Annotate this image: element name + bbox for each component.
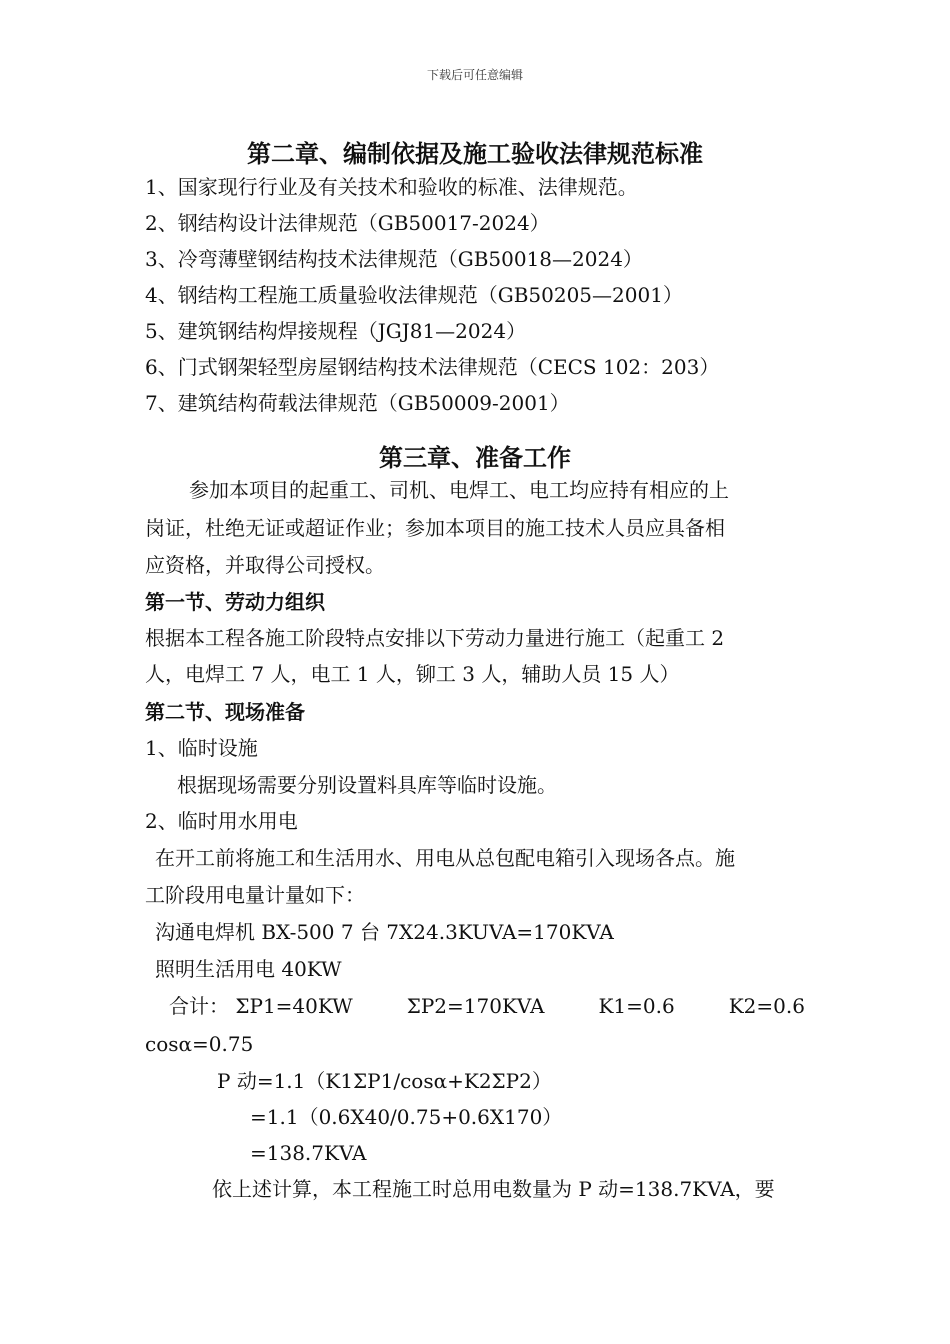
subsection-title: 2、临时用水用电 — [145, 809, 298, 833]
list-item: 6、门式钢架轻型房屋钢结构技术法律规范（CECS 102：203） — [145, 355, 720, 379]
list-item: 5、建筑钢结构焊接规程（JGJ81—2024） — [145, 319, 527, 343]
list-item: 1、国家现行行业及有关技术和验收的标准、法律规范。 — [145, 175, 638, 199]
formula-line: =1.1（0.6X40/0.75+0.6X170） — [250, 1105, 563, 1129]
chapter3-title: 第三章、准备工作 — [379, 443, 571, 472]
lighting-line: 照明生活用电 40KW — [155, 957, 342, 981]
intro-line: 岗证，杜绝无证或超证作业；参加本项目的施工技术人员应具备相 — [145, 516, 725, 540]
subsection-text: 根据现场需要分别设置料具库等临时设施。 — [177, 773, 557, 797]
power-line: 在开工前将施工和生活用水、用电从总包配电箱引入现场各点。施 — [155, 846, 735, 870]
formula-line: P 动=1.1（K1ΣP1/cosα+K2ΣP2） — [217, 1069, 552, 1093]
total-part: K2=0.6 — [728, 994, 805, 1018]
list-item: 7、建筑结构荷载法律规范（GB50009-2001） — [145, 391, 570, 415]
list-item: 2、钢结构设计法律规范（GB50017-2024） — [145, 211, 550, 235]
welder-line: 沟通电焊机 BX-500 7 台 7X24.3KUVA=170KVA — [155, 920, 614, 944]
list-item: 3、冷弯薄壁钢结构技术法律规范（GB50018—2024） — [145, 247, 643, 271]
list-item: 4、钢结构工程施工质量验收法律规范（GB50205—2001） — [145, 283, 683, 307]
section1-title: 第一节、劳动力组织 — [145, 590, 325, 614]
power-line: 工阶段用电量计量如下： — [145, 883, 365, 907]
labor-line: 人，电焊工 7 人，电工 1 人，铆工 3 人，辅助人员 15 人） — [145, 662, 680, 686]
chapter2-title: 第二章、编制依据及施工验收法律规范标准 — [247, 139, 703, 168]
total-part: ΣP2=170KVA — [406, 994, 545, 1018]
intro-line: 应资格，并取得公司授权。 — [145, 553, 385, 577]
total-line — [145, 993, 805, 1019]
header-note: 下载后可任意编辑 — [426, 68, 523, 82]
labor-line: 根据本工程各施工阶段特点安排以下劳动力量进行施工（起重工 2 — [145, 626, 725, 650]
formula-line: =138.7KVA — [250, 1141, 367, 1165]
cos-line: cosα=0.75 — [145, 1032, 254, 1056]
conclusion-line: 依上述计算，本工程施工时总用电数量为 P 动=138.7KVA，要 — [212, 1177, 775, 1201]
total-part: K1=0.6 — [598, 994, 675, 1018]
total-part: 合计： ΣP1=40KW — [169, 994, 353, 1018]
subsection-title: 1、临时设施 — [145, 736, 258, 760]
intro-line: 参加本项目的起重工、司机、电焊工、电工均应持有相应的上 — [189, 478, 729, 502]
section2-title: 第二节、现场准备 — [145, 700, 305, 724]
